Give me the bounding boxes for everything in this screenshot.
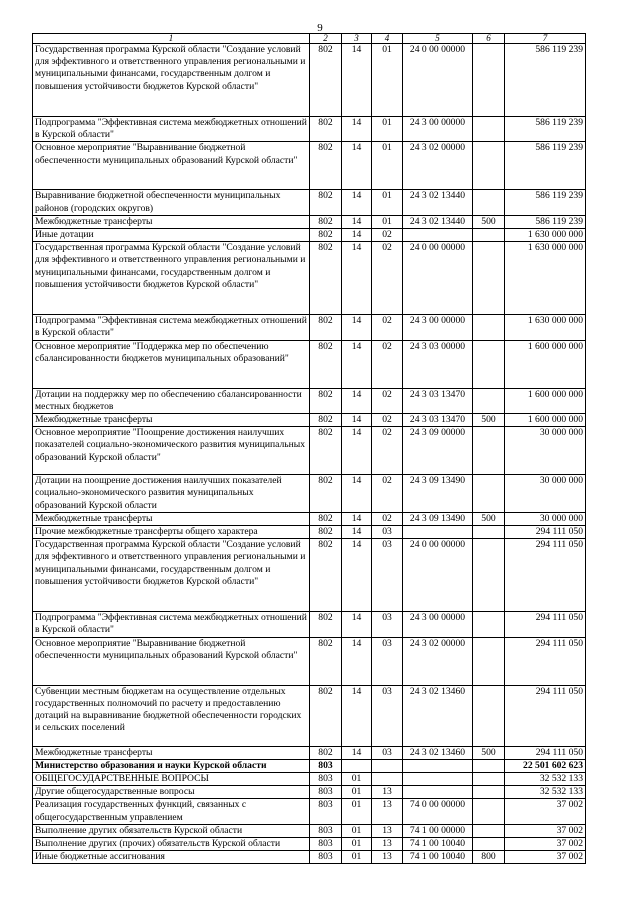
row-subsection-cell: 01 [372,142,403,190]
row-subsection-cell: 02 [372,414,403,427]
row-target-cell: 24 3 02 13440 [403,215,473,228]
row-target-cell: 24 3 02 13460 [403,746,473,759]
row-name-cell: Субвенции местным бюджетам на осуществление отдельных государственных полномочий по расчету и предоставлению дотаций на выравнивание бюджетной обеспеченности городских и сельских поселений [33,685,310,746]
table-row [33,799,586,824]
row-amount-cell: 294 111 050 [505,746,586,759]
row-code-cell: 803 [310,773,342,786]
row-name-cell: Дотации на поддержку мер по обеспечению сбалансированности местных бюджетов [33,388,310,413]
header-col-4: 4 [372,34,403,44]
row-section-cell: 01 [342,824,372,837]
row-subsection-cell: 03 [372,746,403,759]
table-row [33,117,586,142]
row-section-cell: 14 [342,340,372,388]
row-subsection-cell: 13 [372,838,403,851]
row-section-cell: 14 [342,427,372,475]
row-amount-cell: 30 000 000 [505,512,586,525]
row-code-cell: 802 [310,414,342,427]
row-code-cell: 802 [310,637,342,685]
row-code-cell: 802 [310,746,342,759]
row-amount-cell: 294 111 050 [505,685,586,746]
row-amount-cell: 37 002 [505,799,586,824]
row-code-cell: 802 [310,388,342,413]
row-code-cell: 802 [310,190,342,215]
row-subsection-cell [372,773,403,786]
row-amount-cell: 30 000 000 [505,475,586,513]
row-section-cell: 01 [342,786,372,799]
row-subsection-cell: 02 [372,229,403,242]
row-target-cell: 24 3 00 00000 [403,315,473,340]
row-amount-cell: 586 119 239 [505,117,586,142]
table-row [33,475,586,513]
row-code-cell: 802 [310,475,342,513]
row-code-cell: 802 [310,539,342,612]
row-type-cell [473,799,505,824]
row-target-cell: 24 3 02 13460 [403,685,473,746]
row-section-cell: 14 [342,475,372,513]
row-section-cell: 14 [342,242,372,315]
row-target-cell [403,759,473,772]
row-type-cell [473,475,505,513]
row-code-cell: 802 [310,117,342,142]
table-row [33,44,586,117]
row-amount-cell: 1 600 000 000 [505,414,586,427]
row-target-cell: 24 3 09 00000 [403,427,473,475]
table-row [33,229,586,242]
row-type-cell [473,838,505,851]
row-type-cell [473,142,505,190]
row-target-cell: 24 3 09 13490 [403,512,473,525]
table-row [33,851,586,864]
row-type-cell [473,773,505,786]
row-type-cell: 500 [473,414,505,427]
header-col-2: 2 [310,34,342,44]
row-type-cell: 500 [473,215,505,228]
table-row [33,427,586,475]
row-code-cell: 803 [310,838,342,851]
row-subsection-cell: 02 [372,475,403,513]
row-type-cell [473,315,505,340]
row-type-cell [473,539,505,612]
row-type-cell [473,612,505,637]
row-name-cell: Государственная программа Курской области "Создание условий для эффективного и ответственного управления региональными и муниципальными финансами, государственным долгом и повышения устойчивости бюджетов Курской области" [33,242,310,315]
row-name-cell: Основное мероприятие "Поощрение достижения наилучших показателей социально-экономического развития муниципальных образований Курской области" [33,427,310,475]
row-subsection-cell: 13 [372,824,403,837]
row-subsection-cell: 03 [372,685,403,746]
row-section-cell: 14 [342,539,372,612]
row-subsection-cell: 03 [372,539,403,612]
row-code-cell: 802 [310,242,342,315]
row-section-cell: 14 [342,229,372,242]
row-amount-cell: 32 532 133 [505,773,586,786]
row-type-cell [473,242,505,315]
row-target-cell: 24 3 09 13490 [403,475,473,513]
row-amount-cell: 586 119 239 [505,190,586,215]
row-name-cell: Иные дотации [33,229,310,242]
row-target-cell: 24 3 03 13470 [403,388,473,413]
header-col-6: 6 [473,34,505,44]
table-row [33,526,586,539]
table-row [33,512,586,525]
row-subsection-cell: 02 [372,340,403,388]
row-code-cell: 802 [310,229,342,242]
row-amount-cell: 32 532 133 [505,786,586,799]
row-type-cell [473,117,505,142]
row-code-cell: 802 [310,340,342,388]
row-amount-cell: 37 002 [505,851,586,864]
row-section-cell: 14 [342,117,372,142]
table-row [33,315,586,340]
table-row [33,838,586,851]
row-subsection-cell: 02 [372,388,403,413]
table-row [33,215,586,228]
row-subsection-cell: 02 [372,427,403,475]
table-row [33,242,586,315]
table-row [33,539,586,612]
header-row [33,34,586,44]
row-code-cell: 802 [310,215,342,228]
row-section-cell: 01 [342,773,372,786]
row-section-cell: 14 [342,637,372,685]
row-name-cell: Дотации на поощрение достижения наилучших показателей социально-экономического развития муниципальных образований Курской области [33,475,310,513]
row-amount-cell: 586 119 239 [505,215,586,228]
row-type-cell [473,340,505,388]
row-subsection-cell: 01 [372,117,403,142]
row-section-cell: 14 [342,414,372,427]
row-code-cell: 802 [310,512,342,525]
row-code-cell: 802 [310,526,342,539]
row-name-cell: Основное мероприятие "Поддержка мер по обеспечению сбалансированности бюджетов муниципальных образований" [33,340,310,388]
row-code-cell: 803 [310,799,342,824]
row-code-cell: 803 [310,824,342,837]
row-section-cell [342,759,372,772]
row-type-cell [473,759,505,772]
table-row [33,685,586,746]
row-name-cell: Межбюджетные трансферты [33,746,310,759]
row-subsection-cell: 13 [372,799,403,824]
row-subsection-cell [372,759,403,772]
row-target-cell [403,786,473,799]
row-target-cell: 74 1 00 10040 [403,851,473,864]
row-name-cell: Прочие межбюджетные трансферты общего характера [33,526,310,539]
row-code-cell: 802 [310,142,342,190]
row-name-cell: Иные бюджетные ассигнования [33,851,310,864]
row-subsection-cell: 01 [372,190,403,215]
row-code-cell: 802 [310,427,342,475]
row-target-cell: 24 0 00 00000 [403,44,473,117]
header-col-5: 5 [403,34,473,44]
row-name-cell: Выполнение других (прочих) обязательств Курской области [33,838,310,851]
row-type-cell [473,526,505,539]
row-name-cell: Подпрограмма "Эффективная система межбюджетных отношений в Курской области" [33,117,310,142]
table-row [33,786,586,799]
row-type-cell [473,190,505,215]
row-subsection-cell: 03 [372,612,403,637]
row-type-cell [473,229,505,242]
row-type-cell [473,786,505,799]
row-amount-cell: 37 002 [505,824,586,837]
row-code-cell: 803 [310,786,342,799]
table-row [33,637,586,685]
row-section-cell: 14 [342,746,372,759]
header-col-7: 7 [505,34,586,44]
row-subsection-cell: 03 [372,637,403,685]
row-section-cell: 01 [342,799,372,824]
row-target-cell: 24 3 00 00000 [403,117,473,142]
row-type-cell [473,44,505,117]
row-type-cell: 500 [473,746,505,759]
row-amount-cell: 586 119 239 [505,142,586,190]
budget-table [32,33,586,864]
row-target-cell: 24 3 02 00000 [403,142,473,190]
row-amount-cell: 1 630 000 000 [505,242,586,315]
row-section-cell: 14 [342,388,372,413]
table-row [33,388,586,413]
row-section-cell: 14 [342,44,372,117]
row-name-cell: Межбюджетные трансферты [33,414,310,427]
header-col-3: 3 [342,34,372,44]
row-amount-cell: 22 501 602 623 [505,759,586,772]
row-target-cell: 24 3 00 00000 [403,612,473,637]
row-target-cell: 74 0 00 00000 [403,799,473,824]
row-name-cell: Другие общегосударственные вопросы [33,786,310,799]
row-name-cell: Реализация государственных функций, связанных с общегосударственным управлением [33,799,310,824]
row-amount-cell: 294 111 050 [505,539,586,612]
row-type-cell [473,637,505,685]
header-col-1: 1 [33,34,310,44]
row-target-cell: 24 3 02 00000 [403,637,473,685]
row-amount-cell: 1 630 000 000 [505,229,586,242]
row-name-cell: Межбюджетные трансферты [33,215,310,228]
row-name-cell: Государственная программа Курской области "Создание условий для эффективного и ответственного управления региональными и муниципальными финансами, государственным долгом и повышения устойчивости бюджетов Курской области" [33,539,310,612]
row-subsection-cell: 02 [372,242,403,315]
row-name-cell: Государственная программа Курской области "Создание условий для эффективного и ответственного управления региональными и муниципальными финансами, государственным долгом и повышения устойчивости бюджетов Курской области" [33,44,310,117]
row-amount-cell: 294 111 050 [505,612,586,637]
row-section-cell: 01 [342,851,372,864]
row-amount-cell: 37 002 [505,838,586,851]
row-name-cell: Подпрограмма "Эффективная система межбюджетных отношений в Курской области" [33,315,310,340]
table-row [33,190,586,215]
row-amount-cell: 586 119 239 [505,44,586,117]
row-subsection-cell: 13 [372,851,403,864]
row-target-cell: 24 3 03 00000 [403,340,473,388]
row-subsection-cell: 02 [372,512,403,525]
row-subsection-cell: 01 [372,44,403,117]
row-type-cell [473,388,505,413]
row-section-cell: 14 [342,315,372,340]
row-section-cell: 14 [342,685,372,746]
row-code-cell: 802 [310,315,342,340]
row-type-cell: 800 [473,851,505,864]
row-section-cell: 14 [342,142,372,190]
row-name-cell: Межбюджетные трансферты [33,512,310,525]
table-row [33,612,586,637]
row-subsection-cell: 03 [372,526,403,539]
row-section-cell: 01 [342,838,372,851]
row-target-cell [403,229,473,242]
row-subsection-cell: 13 [372,786,403,799]
row-code-cell: 802 [310,612,342,637]
row-subsection-cell: 02 [372,315,403,340]
row-amount-cell: 1 630 000 000 [505,315,586,340]
row-code-cell: 803 [310,851,342,864]
row-target-cell: 74 1 00 10040 [403,838,473,851]
row-amount-cell: 30 000 000 [505,427,586,475]
row-code-cell: 802 [310,44,342,117]
table-row [33,142,586,190]
page-number: 9 [317,22,323,34]
row-name-cell: Основное мероприятие "Выравнивание бюджетной обеспеченности муниципальных образований Курской области" [33,637,310,685]
row-type-cell [473,427,505,475]
row-target-cell: 24 0 00 00000 [403,242,473,315]
row-code-cell: 803 [310,759,342,772]
row-name-cell: Министерство образования и науки Курской области [33,759,310,772]
row-name-cell: Выполнение других обязательств Курской области [33,824,310,837]
row-target-cell: 24 0 00 00000 [403,539,473,612]
row-amount-cell: 294 111 050 [505,526,586,539]
table-row [33,759,586,772]
row-amount-cell: 294 111 050 [505,637,586,685]
row-amount-cell: 1 600 000 000 [505,340,586,388]
row-type-cell: 500 [473,512,505,525]
row-code-cell: 802 [310,685,342,746]
row-type-cell [473,685,505,746]
table-row [33,773,586,786]
table-row [33,340,586,388]
row-section-cell: 14 [342,190,372,215]
row-amount-cell: 1 600 000 000 [505,388,586,413]
row-name-cell: Подпрограмма "Эффективная система межбюджетных отношений в Курской области" [33,612,310,637]
row-section-cell: 14 [342,215,372,228]
row-target-cell: 24 3 03 13470 [403,414,473,427]
table-row [33,746,586,759]
row-name-cell: ОБЩЕГОСУДАРСТВЕННЫЕ ВОПРОСЫ [33,773,310,786]
table-row [33,414,586,427]
row-section-cell: 14 [342,512,372,525]
row-target-cell [403,526,473,539]
row-name-cell: Выравнивание бюджетной обеспеченности муниципальных районов (городских округов) [33,190,310,215]
row-section-cell: 14 [342,612,372,637]
row-section-cell: 14 [342,526,372,539]
row-target-cell: 74 1 00 00000 [403,824,473,837]
row-subsection-cell: 01 [372,215,403,228]
row-type-cell [473,824,505,837]
row-name-cell: Основное мероприятие "Выравнивание бюджетной обеспеченности муниципальных образований Курской области" [33,142,310,190]
table-row [33,824,586,837]
row-target-cell [403,773,473,786]
row-target-cell: 24 3 02 13440 [403,190,473,215]
